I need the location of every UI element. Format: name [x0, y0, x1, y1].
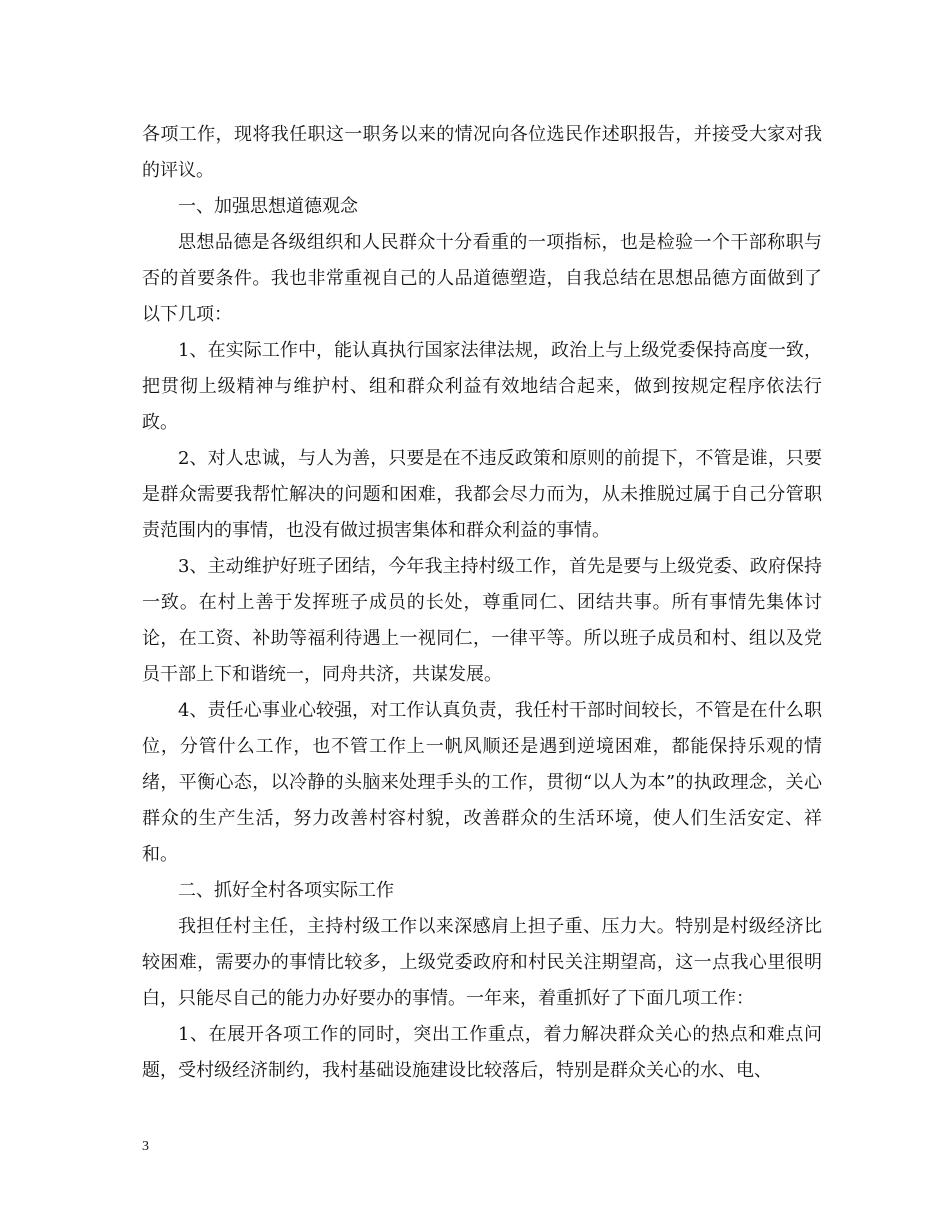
section-heading-2: 二、抓好全村各项实际工作	[178, 880, 394, 901]
page-number: 3	[142, 1139, 149, 1154]
section-heading-1: 一、加强思想道德观念	[178, 196, 358, 217]
paragraph-moral-intro: 思想品德是各级组织和人民群众十分看重的一项指标，也是检验一个干部称职与否的首要条件。我也非常重视自己的人品道德塑造，自我总结在思想品德方面做到了以下几项：	[142, 232, 822, 325]
paragraph-moral-item-2: 2、对人忠诚，与人为善，只要是在不违反政策和原则的前提下，不管是谁，只要是群众需要我帮忙解决的问题和困难，我都会尽力而为，从未推脱过属于自己分管职责范围内的事情，也没有做过损害集体和群众利益的事情。	[142, 448, 822, 541]
document-body	[142, 117, 822, 1089]
paragraph-moral-item-1: 1、在实际工作中，能认真执行国家法律法规，政治上与上级党委保持高度一致，把贯彻上级精神与维护村、组和群众利益有效地结合起来，做到按规定程序依法行政。	[142, 340, 822, 433]
paragraph-work-intro: 我担任村主任，主持村级工作以来深感肩上担子重、压力大。特别是村级经济比较困难，需要办的事情比较多，上级党委政府和村民关注期望高，这一点我心里很明白，只能尽自己的能力办好要办的事情。一年来，着重抓好了下面几项工作：	[142, 916, 822, 1009]
paragraph-intro-continuation: 各项工作，现将我任职这一职务以来的情况向各位选民作述职报告，并接受大家对我的评议。	[142, 124, 822, 181]
paragraph-work-item-1: 1、在展开各项工作的同时，突出工作重点，着力解决群众关心的热点和难点问题，受村级经济制约，我村基础设施建设比较落后，特别是群众关心的水、电、	[142, 1024, 822, 1081]
paragraph-moral-item-4: 4、责任心事业心较强，对工作认真负责，我任村干部时间较长，不管是在什么职位，分管什么工作，也不管工作上一帆风顺还是遇到逆境困难，都能保持乐观的情绪，平衡心态，以冷静的头脑来处理手头的工作，贯彻“以人为本”的执政理念，关心群众的生产生活，努力改善村容村貌，改善群众的生活环境，使人们生活安定、祥和。	[142, 700, 822, 865]
paragraph-moral-item-3: 3、主动维护好班子团结，今年我主持村级工作，首先是要与上级党委、政府保持一致。在村上善于发挥班子成员的长处，尊重同仁、团结共事。所有事情先集体讨论，在工资、补助等福利待遇上一视同仁，一律平等。所以班子成员和村、组以及党员干部上下和谐统一，同舟共济，共谋发展。	[142, 556, 822, 685]
